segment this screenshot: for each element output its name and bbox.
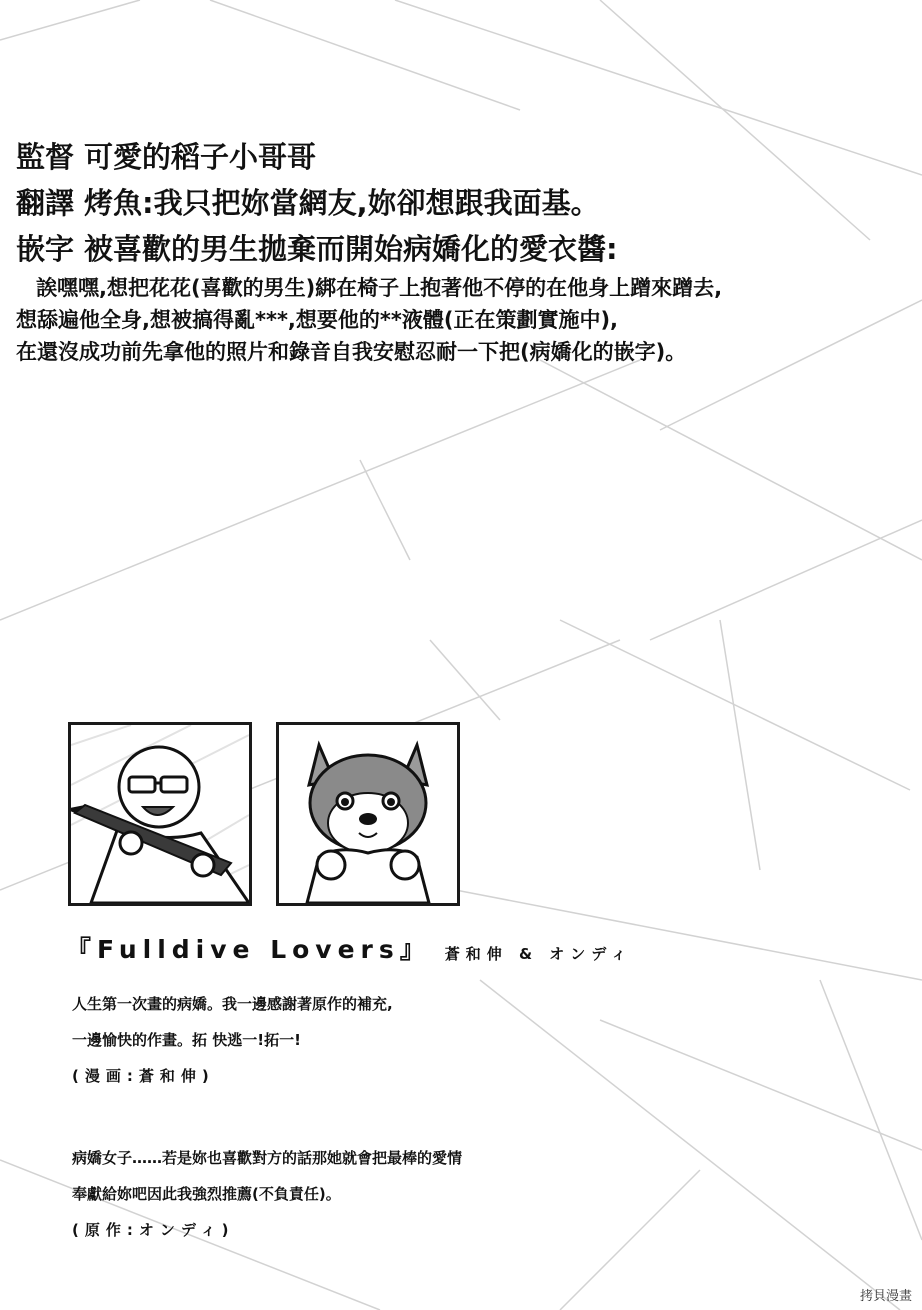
work-authors: 蒼和伸 & オンディ <box>444 945 633 963</box>
typesetter-note-line-2: 想舔遍他全身,想被搞得亂***,想要他的**液體(正在策劃實施中), <box>16 308 619 332</box>
artist-comment <box>72 986 393 1094</box>
work-title: 『Fulldive Lovers』 <box>66 935 431 964</box>
typesetter-note-line-3: 在還沒成功前先拿他的照片和錄音自我安慰忍耐一下把(病嬌化的嵌字)。 <box>16 340 687 364</box>
credit-typesetter <box>16 226 916 272</box>
artist-comment-signature: (漫画:蒼和伸) <box>72 1067 215 1085</box>
artist-portrait <box>68 722 252 906</box>
bio-title <box>66 930 632 966</box>
credit-role-director: 監督 <box>16 140 75 174</box>
writer-comment-signature: (原作:オンディ) <box>72 1221 235 1239</box>
typesetter-note-line-1: 誒嘿嘿,想把花花(喜歡的男生)綁在椅子上抱著他不停的在他身上蹭來蹭去, <box>36 276 723 300</box>
credit-translator <box>16 180 916 226</box>
credit-role-translator: 翻譯 <box>16 186 75 220</box>
credits-block <box>16 134 916 368</box>
credit-director <box>16 134 916 180</box>
artist-comment-line-2: 一邊愉快的作畫。拓 快逃一!拓一! <box>72 1031 301 1049</box>
author-portraits <box>68 722 460 906</box>
credit-name-translator: 烤魚:我只把妳當網友,妳卻想跟我面基。 <box>84 186 600 220</box>
credit-name-director: 可愛的稻子小哥哥 <box>84 140 317 174</box>
writer-comment <box>72 1140 462 1248</box>
writer-comment-line-2: 奉獻給妳吧因此我強烈推薦(不負責任)。 <box>72 1185 341 1203</box>
writer-portrait <box>276 722 460 906</box>
watermark: 拷貝漫畫 <box>859 1289 912 1304</box>
glasses-man-with-pen-icon <box>71 725 249 903</box>
writer-comment-line-1: 病嬌女子……若是妳也喜歡對方的話那她就會把最棒的愛情 <box>72 1149 463 1167</box>
credit-name-typesetter: 被喜歡的男生拋棄而開始病嬌化的愛衣醬: <box>84 232 618 266</box>
shiba-dog-icon <box>279 725 457 903</box>
credit-role-typesetter: 嵌字 <box>16 232 75 266</box>
artist-comment-line-1: 人生第一次畫的病嬌。我一邊感謝著原作的補充, <box>72 995 393 1013</box>
